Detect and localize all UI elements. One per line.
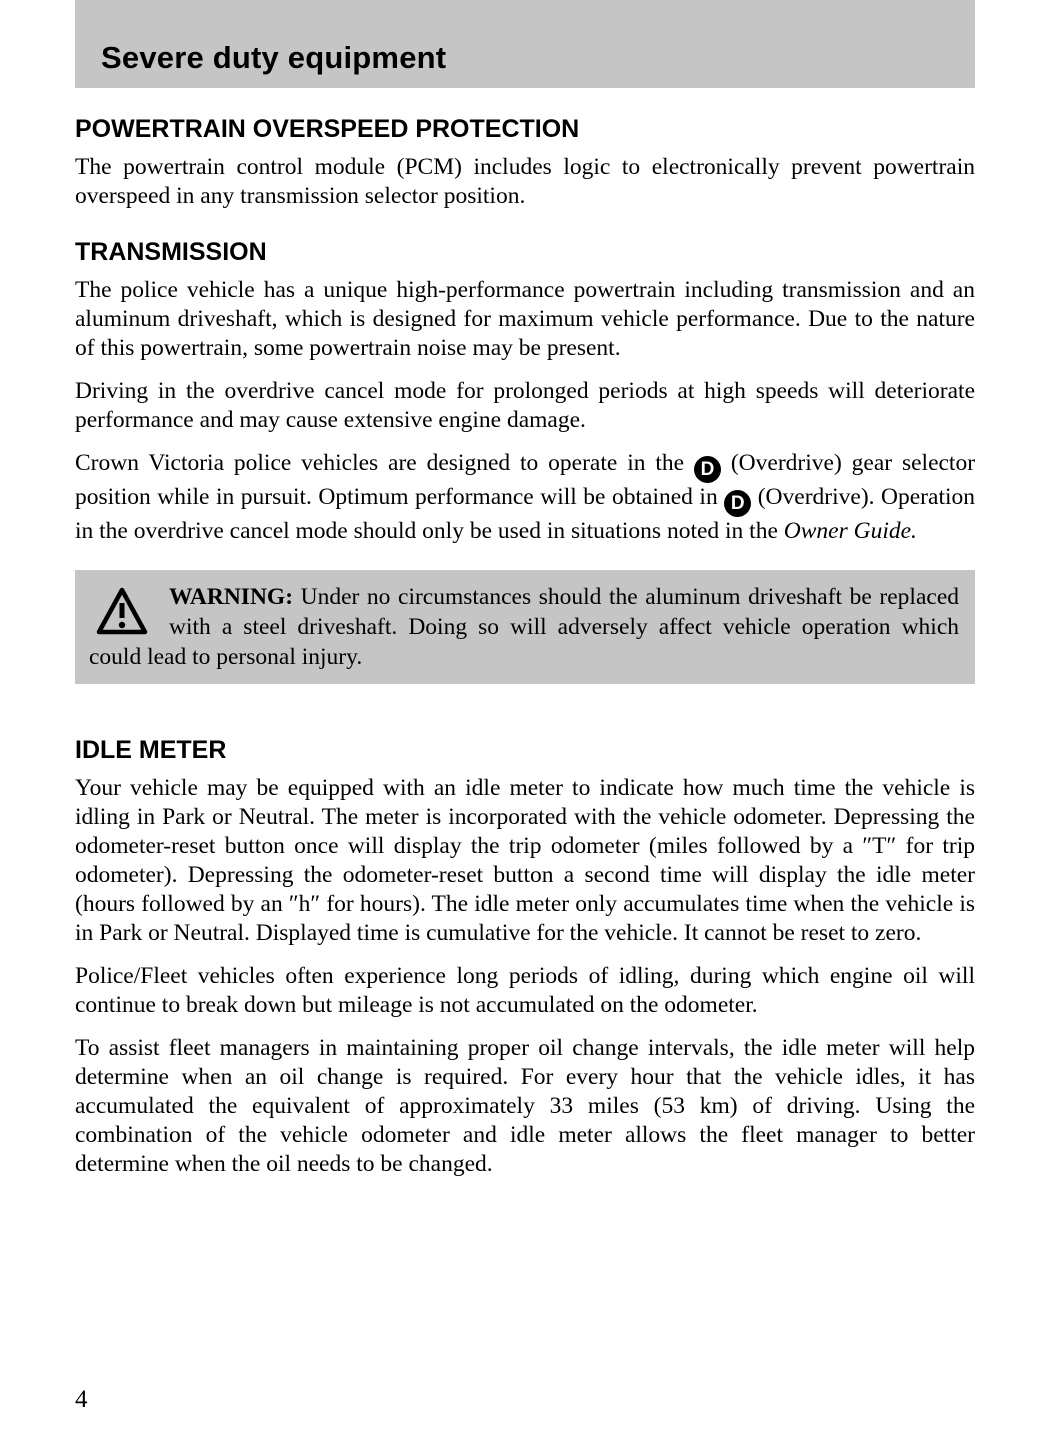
- paragraph-transmission-2: Driving in the overdrive cancel mode for prolonged periods at high speeds will deteriorate performance and may cause extensive engine damage.: [75, 378, 975, 433]
- section-heading-transmission: TRANSMISSION: [75, 238, 267, 266]
- paragraph-idle-1: Your vehicle may be equipped with an idle meter to indicate how much time the vehicle is idling in Park or Neutral. The meter is incorporated with the vehicle odometer. Depressing the odometer-reset button once will display the trip odometer (miles followed by a ″T″ for trip odometer). Depressing the odometer-reset button a second time will display the idle meter (hours followed by an ″h″ for hours). The idle meter only accumulates time when the vehicle is in Park or Neutral. Displayed time is cumulative for the vehicle. It cannot be reset to zero.: [75, 775, 975, 946]
- warning-body: Under no circumstances should the aluminum driveshaft be replaced with a steel driveshaft. Doing so will adversely affect vehicle operation which could lead to personal injury.: [89, 584, 959, 670]
- overdrive-text-part3: (Overdrive). Operation in the overdrive cancel mode should only be used in situations noted in the: [75, 484, 975, 544]
- warning-box: [75, 570, 975, 684]
- warning-triangle-icon: [95, 586, 149, 636]
- warning-label: WARNING:: [169, 584, 294, 610]
- section-heading-powertrain-overspeed: POWERTRAIN OVERSPEED PROTECTION: [75, 115, 580, 143]
- paragraph-idle-2: Police/Fleet vehicles often experience long periods of idling, during which engine oil will continue to break down but mileage is not accumulated on the odometer.: [75, 963, 975, 1018]
- overdrive-icon: [694, 456, 721, 483]
- page-header-band: [75, 0, 975, 88]
- overdrive-icon-letter: D: [700, 459, 715, 480]
- page-number: 4: [75, 1386, 88, 1413]
- page-content: [0, 115, 1050, 1179]
- page-title: Severe duty equipment: [101, 40, 447, 75]
- owner-guide-reference: Owner Guide.: [783, 518, 917, 544]
- section-heading-idle-meter: IDLE METER: [75, 736, 227, 764]
- paragraph-idle-3: To assist fleet managers in maintaining proper oil change intervals, the idle meter will help determine when an oil change is required. For every hour that the vehicle idles, it has accumulated the equivalent of approximately 33 miles (53 km) of driving. Using the combination of the vehicle odometer and idle meter allows the fleet manager to better determine when the oil needs to be changed.: [75, 1035, 975, 1177]
- paragraph-powertrain: The powertrain control module (PCM) includes logic to electronically prevent powertrain overspeed in any transmission selector position.: [75, 154, 975, 209]
- paragraph-transmission-1: The police vehicle has a unique high-performance powertrain including transmission and an aluminum driveshaft, which is designed for maximum vehicle performance. Due to the nature of this powertrain, some powertrain noise may be present.: [75, 277, 975, 361]
- paragraph-transmission-overdrive: [75, 449, 975, 546]
- overdrive-icon: [724, 490, 751, 517]
- overdrive-text-part1: Crown Victoria police vehicles are designed to operate in the: [75, 450, 685, 476]
- warning-text: [89, 582, 959, 672]
- overdrive-icon-letter: D: [730, 493, 745, 514]
- overdrive-text-part2: (Overdrive) gear selector position while in pursuit. Optimum performance will be obtained in: [75, 450, 976, 510]
